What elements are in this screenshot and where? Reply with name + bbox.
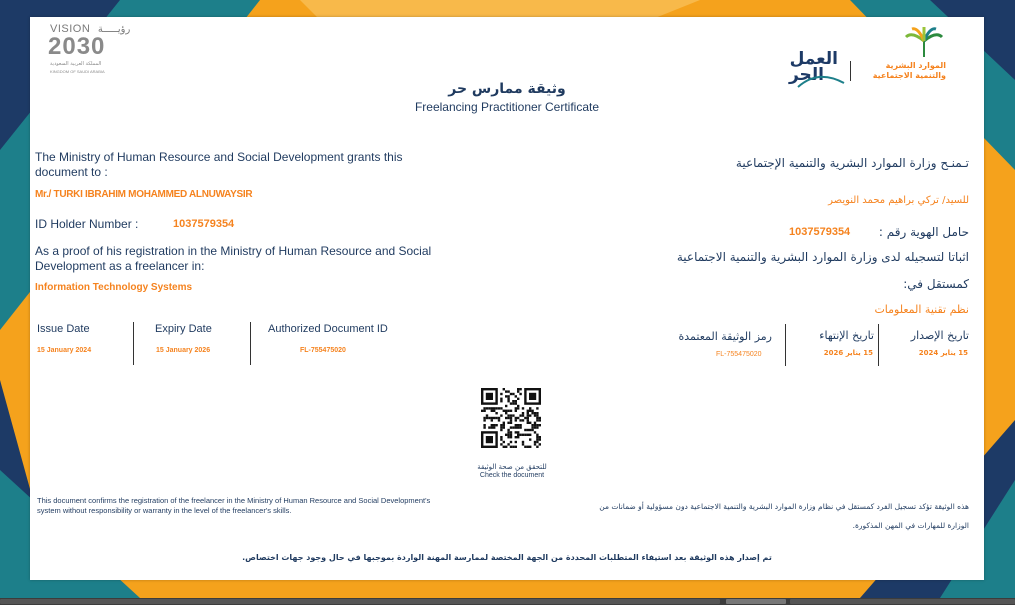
vision-label-ar: رؤيـــــة (97, 24, 131, 35)
id-label-ar: حامل الهوية رقم : (878, 225, 969, 239)
disclaimer-en: This document confirms the registration of the freelancer in the Ministry of Human Resource and Social Development's system without responsibility or warranty in the level of the freelancer's skills. (37, 496, 431, 515)
id-value-ar: 1037579354 (789, 226, 851, 238)
expiry-date-value-en: 15 January 2026 (156, 347, 211, 354)
vision-2030-logo (48, 23, 138, 77)
doc-id-label-en: Authorized Document ID (268, 323, 388, 335)
divider (878, 324, 879, 366)
vision-label: VISION (50, 23, 91, 35)
vision-kingdom-en: KINGDOM OF SAUDI ARABIA (50, 69, 105, 74)
id-label-en: ID Holder Number : (35, 217, 139, 231)
disclaimer-ar-line2: الوزارة للمهارات في المهن المذكورة. (852, 521, 969, 530)
qr-code[interactable] (481, 388, 541, 448)
taskbar-strip (0, 598, 1015, 605)
divider (133, 322, 134, 365)
freelance-logo-line2: الحر (788, 65, 824, 85)
holder-name-ar: للسيد/ تركي براهيم محمد النويصر (828, 195, 969, 206)
issue-date-label-ar: تاريخ الإصدار (910, 329, 969, 342)
proof-text-ar: اثباتا لتسجيله لدى وزارة الموارد البشرية والتنمية الاجتماعية (676, 250, 969, 264)
expiry-date-label-en: Expiry Date (155, 323, 212, 335)
palm-tree-icon (904, 27, 944, 59)
doc-id-value-en: FL-755475020 (300, 347, 346, 354)
certificate-title-ar: وثيقة ممارس حر (448, 81, 566, 97)
proof-text-en: As a proof of his registration in the Ministry of Human Resource and Social Development as a freelancer in: (35, 244, 432, 273)
freelance-logo-line1: العمل (789, 49, 838, 69)
certificate-document (30, 17, 984, 580)
taskbar-segment (790, 599, 1015, 604)
grants-text-en: The Ministry of Human Resource and Social Development grants this document to : (35, 150, 403, 179)
doc-id-label-ar: رمز الوثيقة المعتمدة (678, 330, 772, 343)
qr-caption-ar: للتحقق من صحة الوثيقة (477, 463, 547, 471)
holder-name-en: Mr./ TURKI IBRAHIM MOHAMMED ALNUWAYSIR (35, 189, 253, 200)
vision-kingdom-ar: المملكة العربية السعودية (50, 61, 102, 67)
field-ar: نظم تقنية المعلومات (874, 303, 969, 316)
qr-caption-en: Check the document (479, 472, 545, 479)
ministry-logo (856, 27, 960, 85)
divider (250, 322, 251, 365)
grants-text-ar: تـمنـح وزارة الموارد البشرية والتنمية الإجتماعية (735, 156, 969, 170)
disclaimer-ar-line1: هذه الوثيقة تؤكد تسجيل الفرد كمستقل في نظام وزارة الموارد البشرية والتنمية الاجتماعية دون مسؤولية أو ضمانات من (599, 502, 969, 511)
field-en: Information Technology Systems (35, 282, 193, 293)
taskbar-segment (0, 599, 720, 604)
as-freelancer-ar: كمستقل في: (903, 277, 969, 291)
logo-divider (850, 61, 851, 81)
divider (785, 324, 786, 366)
taskbar-segment (726, 599, 786, 604)
ministry-logo-line1: الموارد البشرية (885, 61, 946, 70)
ministry-logo-line2: والتنمية الاجتماعية (872, 71, 946, 80)
expiry-date-label-ar: تاريخ الإنتهاء (819, 329, 874, 342)
doc-id-value-ar: FL-755475020 (716, 351, 762, 358)
vision-year: 2030 (48, 33, 106, 60)
issue-date-value-ar: 15 يناير 2024 (918, 349, 968, 357)
id-value-en: 1037579354 (173, 218, 235, 230)
issue-date-label-en: Issue Date (37, 323, 90, 335)
expiry-date-value-ar: 15 يناير 2026 (823, 349, 873, 357)
issuance-note-ar: تم إصدار هذه الوثيقة بعد استيفاء المتطلبات المحددة من الجهة المختصة لممارسة المهنة الواردة بموجبها في حال وجود جهات اختصاص. (242, 553, 772, 562)
issue-date-value-en: 15 January 2024 (37, 347, 92, 354)
certificate-title-en: Freelancing Practitioner Certificate (414, 100, 600, 114)
